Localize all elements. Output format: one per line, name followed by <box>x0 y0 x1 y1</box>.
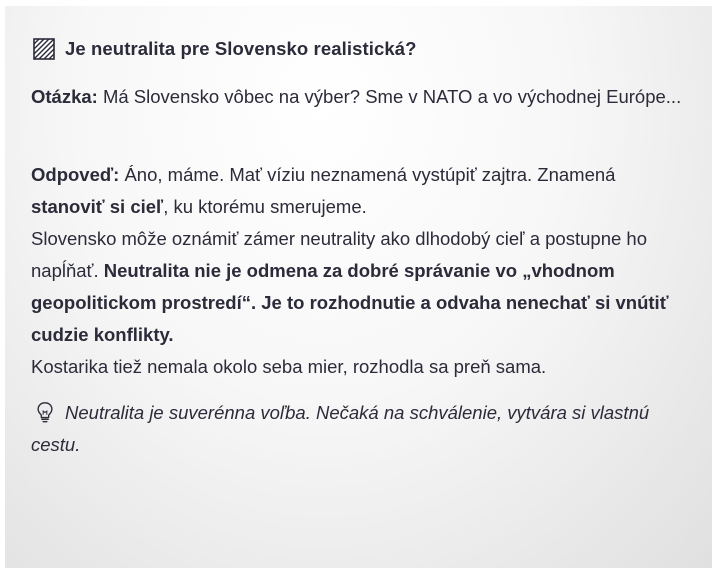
answer-bold-1: stanoviť si cieľ <box>31 196 164 217</box>
answer-text-3: Slovensko môže oznámiť zámer neutrality ako dlhodobý cieľ a postupne ho napĺňať. <box>31 228 647 281</box>
answer-paragraph <box>31 159 691 383</box>
answer-text-4: Kostarika tiež nemala okolo seba mier, rozhodla sa preň sama. <box>31 356 547 377</box>
question-text: Má Slovensko vôbec na výber? Sme v NATO a vo východnej Európe... <box>102 86 682 107</box>
answer-text-2: , ku ktorému smerujeme. <box>163 196 367 217</box>
tip-paragraph <box>31 397 691 461</box>
answer-label: Odpoveď: <box>31 164 120 185</box>
hatched-square-icon <box>33 38 55 60</box>
question-label: Otázka: <box>31 86 98 107</box>
tip-text: Neutralita je suverénna voľba. Nečaká na schválenie, vytvára si vlastnú cestu. <box>31 402 650 455</box>
question-paragraph <box>31 81 691 113</box>
lightbulb-icon <box>35 401 55 423</box>
page-title: Je neutralita pre Slovensko realistická? <box>65 38 417 59</box>
content-card <box>5 6 712 568</box>
answer-bold-2: Neutralita nie je odmena za dobré správanie vo „vhodnom geopolitickom prostredí“. Je to rozhodnutie a odvaha nenechať si vnútiť cudzie konflikty. <box>31 260 669 345</box>
answer-text-1: Áno, máme. Mať víziu neznamená vystúpiť zajtra. Znamená <box>124 164 616 185</box>
heading <box>33 38 417 60</box>
